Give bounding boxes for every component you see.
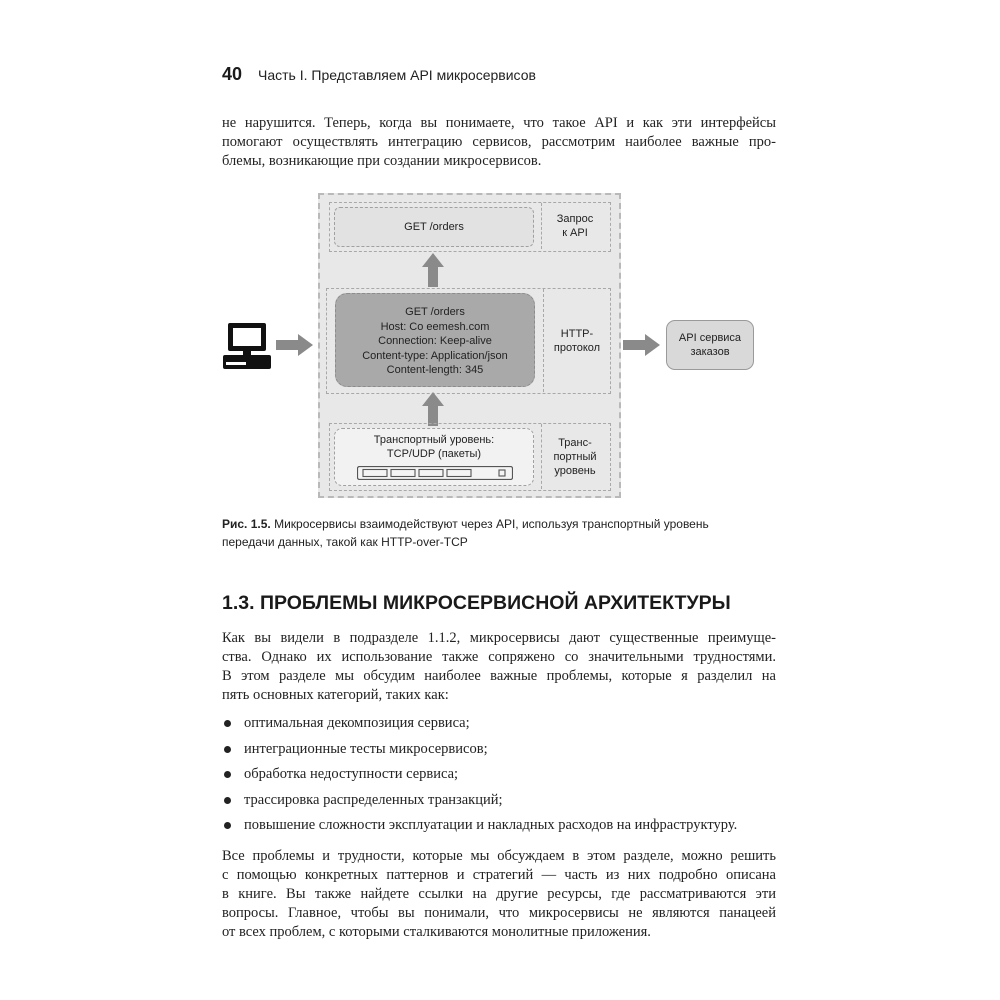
bullet-icon — [224, 797, 231, 804]
caption-line: передачи данных, такой как HTTP-over-TCP — [222, 535, 468, 549]
transport-layer — [329, 423, 611, 491]
computer-icon — [222, 321, 274, 371]
http-line: Content-type: Application/json — [362, 349, 508, 362]
section-intro-line: пять основных категорий, таких как: — [222, 687, 449, 703]
figure-label: Рис. 1.5. — [222, 517, 271, 531]
api-request-box — [334, 207, 534, 247]
running-title: Часть I. Представляем API микросервисов — [258, 67, 536, 83]
intro-line: помогают осуществлять интеграцию сервисов, рассмотрим наиболее важные про- — [222, 134, 776, 150]
list-item — [222, 765, 782, 791]
running-header — [222, 64, 536, 88]
transport-box — [334, 428, 534, 486]
transport-line: TCP/UDP (пакеты) — [386, 448, 482, 460]
http-line: Host: Co eemesh.com — [380, 320, 490, 333]
api-layer-label-line: Запрос — [556, 213, 594, 225]
list-item-text: трассировка распределенных транзакций; — [244, 791, 503, 808]
bullet-icon — [224, 822, 231, 829]
bullet-icon — [224, 771, 231, 778]
http-layer-label-line: HTTP- — [560, 327, 594, 340]
closing-line: Все проблемы и трудности, которые мы обсуждаем в этом разделе, можно решить — [222, 848, 776, 864]
api-layer-label — [541, 203, 608, 249]
arrow-up-icon — [421, 253, 445, 287]
list-item-text: интеграционные тесты микросервисов; — [244, 740, 488, 757]
problem-list — [222, 714, 782, 842]
arrow-right-icon — [623, 333, 661, 357]
arrow-up-icon — [421, 392, 445, 426]
transport-text — [335, 433, 533, 461]
section-intro-line: ства. Однако их использование также сопряжено со значительными трудностями. — [222, 649, 776, 665]
transport-line: Транспортный уровень: — [373, 434, 495, 446]
closing-line: от всех проблем, с которыми сталкиваются монолитные приложения. — [222, 924, 651, 940]
page-number: 40 — [222, 64, 243, 84]
list-item — [222, 714, 782, 740]
intro-line: не нарушится. Теперь, когда вы понимаете, что такое API и как эти интерфейсы — [222, 115, 776, 131]
api-request-text: GET /orders — [404, 221, 464, 233]
closing-line: вопросы. Главное, чтобы вы понимали, что микросервисы не являются панацеей — [222, 905, 776, 921]
list-item-text: оптимальная декомпозиция сервиса; — [244, 715, 470, 731]
transport-layer-label-line: уровень — [554, 464, 596, 477]
transport-layer-label — [541, 424, 608, 489]
closing-paragraph — [222, 847, 776, 942]
figure-caption — [222, 515, 782, 551]
arrow-right-icon — [276, 333, 314, 357]
http-layer — [326, 288, 611, 394]
service-label-line: заказов — [690, 346, 730, 358]
section-intro-line: В этом разделе мы обсудим наиболее важные проблемы, которые я разделил на — [222, 668, 776, 684]
http-line: Content-length: 345 — [386, 364, 484, 376]
transport-layer-label-line: Транс- — [558, 436, 592, 449]
http-line: Connection: Keep-alive — [378, 335, 492, 347]
section-intro-paragraph — [222, 629, 776, 705]
caption-line: Микросервисы взаимодействуют через API, используя транспортный уровень — [274, 517, 709, 531]
section-heading: 1.3. ПРОБЛЕМЫ МИКРОСЕРВИСНОЙ АРХИТЕКТУРЫ — [222, 592, 731, 614]
api-layer-label-line: к API — [562, 227, 588, 239]
list-item-text: повышение сложности эксплуатации и накладных расходов на инфраструктуру. — [244, 817, 738, 833]
order-service-api-box — [666, 320, 754, 370]
intro-paragraph — [222, 114, 776, 171]
server-rack-icon — [357, 466, 513, 480]
closing-line: с помощью конкретных паттернов и стратегий — часть из них подробно описана — [222, 867, 776, 883]
intro-line: блемы, возникающие при создании микросервисов. — [222, 153, 542, 169]
api-layer — [329, 202, 611, 252]
bullet-icon — [224, 746, 231, 753]
bullet-icon — [224, 720, 231, 727]
list-item — [222, 791, 782, 817]
http-request-text — [336, 305, 534, 378]
protocol-stack — [318, 193, 621, 498]
list-item — [222, 816, 782, 842]
http-line: GET /orders — [405, 306, 465, 318]
list-item — [222, 740, 782, 766]
transport-layer-label-line: портный — [553, 450, 597, 463]
service-label-line: API сервиса — [678, 332, 742, 344]
http-request-box — [335, 293, 535, 387]
section-intro-line: Как вы видели в подразделе 1.1.2, микросервисы дают существенные преимуще- — [222, 630, 776, 646]
closing-line: в книге. Вы также найдете ссылки на другие ресурсы, где рассматриваются эти — [222, 886, 776, 902]
http-layer-label — [543, 289, 610, 392]
list-item-text: обработка недоступности сервиса; — [244, 766, 459, 782]
http-layer-label-line: протокол — [553, 341, 601, 354]
